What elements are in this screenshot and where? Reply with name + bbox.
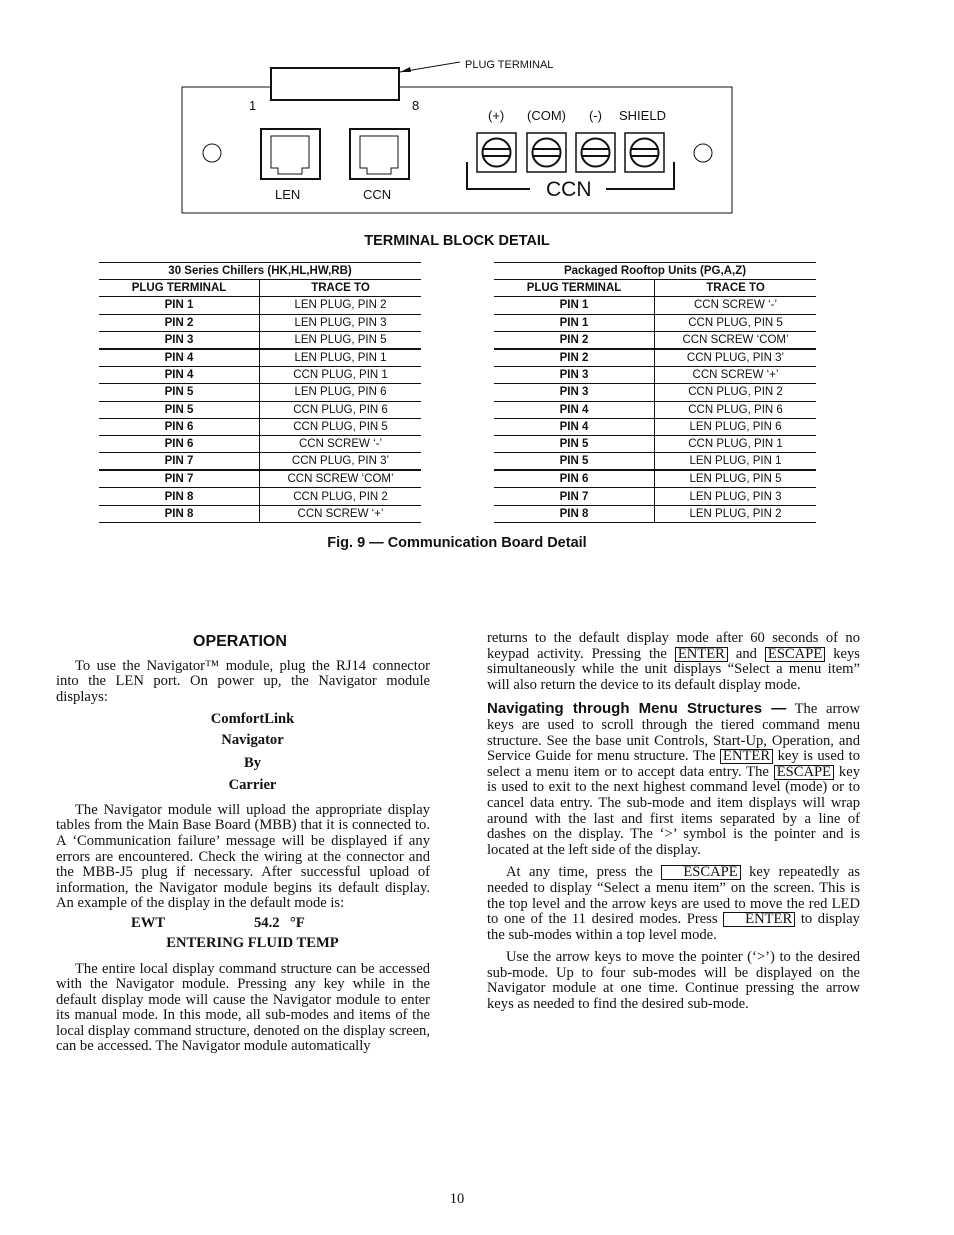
- paragraph: The entire local display command structure can be accessed with the Navigator module. Pressing any key while in the default display mode will cause the Navigator module to enter its manual mode. In this mode, all sub-modes and items of the local display command structure, denoted on the display screen, can be accessed. The Navigator module automatically: [56, 960, 430, 1055]
- plug-terminal-cell: PIN 8: [99, 488, 260, 505]
- paragraph: Navigating through Menu Structures — The arrow keys are used to scroll through the tiered command menu structure. See the base unit Controls, Start-Up, Operation, and Service Guide for menu structure. The ENTER key is used to select a menu item or to accept data entry. The ESCAPE key is used to exit to the next highest command level (mode) or to cancel data entry. The sub-mode and item displays will wrap around with the last and first items separated by a line of dashes on the display. The ‘>’ symbol is the pointer and is located at the left side of the display.: [487, 700, 861, 858]
- trace-to-cell: CCN PLUG, PIN 5: [655, 314, 817, 331]
- plug-terminal-cell: PIN 1: [494, 297, 655, 314]
- enter-key: ENTER: [723, 912, 795, 927]
- nav-heading: Navigating through Menu Structures —: [487, 700, 787, 718]
- table-row: [494, 297, 816, 314]
- trace-to-cell: CCN PLUG, PIN 3’: [655, 349, 817, 367]
- display-line: Carrier: [228, 777, 277, 794]
- right-column: [487, 631, 860, 1020]
- table-row: [494, 367, 816, 384]
- screw-terminals: [477, 133, 664, 172]
- trace-to-cell: LEN PLUG, PIN 5: [260, 331, 422, 349]
- enter-key: ENTER: [720, 749, 773, 764]
- display-code: EWT: [131, 914, 166, 931]
- table-row: [99, 349, 421, 367]
- trace-to-cell: LEN PLUG, PIN 6: [260, 384, 422, 401]
- plug-terminal-cell: PIN 3: [99, 331, 260, 349]
- plug-terminal-cell: PIN 7: [99, 453, 260, 471]
- screw-label-com: (COM): [527, 108, 566, 123]
- table-row: [494, 418, 816, 435]
- plug-terminal-cell: PIN 4: [494, 401, 655, 418]
- display-example-startup: [56, 712, 430, 793]
- plug-terminal-cell: PIN 6: [99, 418, 260, 435]
- plug-terminal-cell: PIN 2: [494, 349, 655, 367]
- trace-to-cell: LEN PLUG, PIN 1: [655, 453, 817, 471]
- terminal-block-heading: TERMINAL BLOCK DETAIL: [364, 233, 550, 249]
- trace-to-cell: LEN PLUG, PIN 6: [655, 418, 817, 435]
- len-label: LEN: [275, 187, 301, 202]
- trace-to-cell: LEN PLUG, PIN 5: [655, 470, 817, 488]
- page-number: 10: [449, 1191, 465, 1207]
- table-row: [99, 367, 421, 384]
- trace-to-cell: LEN PLUG, PIN 2: [655, 505, 817, 522]
- ccn-jack-label: CCN: [363, 187, 392, 202]
- table-row: [99, 505, 421, 522]
- rooftop-pin-table: [494, 262, 816, 523]
- display-example-default: [56, 916, 430, 933]
- plug-terminal-cell: PIN 8: [99, 505, 260, 522]
- trace-to-cell: CCN PLUG, PIN 1: [260, 367, 422, 384]
- trace-to-cell: LEN PLUG, PIN 1: [260, 349, 422, 367]
- paragraph: returns to the default display mode after 60 seconds of no keypad activity. Pressing the ENTER and ESCAPE keys simultaneously while the unit displays “Select a menu item” will also return the device to its default display mode.: [487, 630, 860, 693]
- screw-label-minus: (-): [589, 108, 602, 123]
- table-row: [99, 470, 421, 488]
- plug-terminal-cell: PIN 3: [494, 384, 655, 401]
- trace-to-cell: LEN PLUG, PIN 3: [655, 488, 817, 505]
- pin-1-label: 1: [249, 98, 257, 113]
- table-row: [494, 435, 816, 452]
- plug-terminal-cell: PIN 3: [494, 367, 655, 384]
- table-row: [494, 401, 816, 418]
- plug-terminal-cell: PIN 4: [99, 367, 260, 384]
- display-value: 54.2: [254, 914, 280, 931]
- table-row: [99, 384, 421, 401]
- trace-to-cell: CCN SCREW ‘-’: [260, 435, 422, 452]
- table-row: [494, 384, 816, 401]
- trace-to-cell: LEN PLUG, PIN 3: [260, 314, 422, 331]
- table-row: [494, 349, 816, 367]
- plug-terminal-cell: PIN 2: [494, 331, 655, 349]
- escape-key: ESCAPE: [661, 865, 740, 880]
- escape-key: ESCAPE: [765, 647, 825, 662]
- plug-terminal-cell: PIN 5: [99, 384, 260, 401]
- trace-to-cell: CCN SCREW ‘-’: [655, 297, 817, 314]
- display-line: By: [243, 754, 262, 771]
- table-row: [99, 331, 421, 349]
- paragraph: Use the arrow keys to move the pointer (‘>’) to the desired sub-mode. Up to four sub-modes will be displayed on the Navigator module at one time. Continue pressing the arrow keys as needed to find the desired sub-mode.: [487, 949, 860, 1013]
- table-row: [99, 314, 421, 331]
- table-row: [494, 505, 816, 522]
- enter-key: ENTER: [675, 647, 728, 662]
- display-description: ENTERING FLUID TEMP: [166, 934, 339, 951]
- trace-to-cell: CCN PLUG, PIN 2: [655, 384, 817, 401]
- display-unit: °F: [290, 914, 305, 931]
- plug-terminal-cell: PIN 4: [99, 349, 260, 367]
- plug-terminal-cell: PIN 1: [99, 297, 260, 314]
- plug-terminal-cell: PIN 7: [494, 488, 655, 505]
- plug-terminal-cell: PIN 5: [99, 401, 260, 418]
- table-row: [494, 331, 816, 349]
- display-line: ComfortLink: [210, 711, 295, 728]
- left-column: [56, 634, 430, 1062]
- trace-to-cell: CCN PLUG, PIN 3’: [260, 453, 422, 471]
- plug-terminal-cell: PIN 4: [494, 418, 655, 435]
- figure-caption: Fig. 9 — Communication Board Detail: [327, 535, 587, 551]
- communication-board-diagram: [0, 0, 954, 230]
- plug-terminal-cell: PIN 8: [494, 505, 655, 522]
- column-header: PLUG TERMINAL: [494, 280, 655, 297]
- trace-to-cell: LEN PLUG, PIN 2: [260, 297, 422, 314]
- paragraph: The Navigator module will upload the appropriate display tables from the Main Base Board (MBB) that it is connected to. A ‘Communication failure’ message will be displayed if any errors are encountered. Check the wiring at the connector and the MBB-J5 plug if necessary. After successful upload of information, the Navigator module begins its default display. An example of the display in the default mode is:: [56, 801, 430, 912]
- column-header: PLUG TERMINAL: [99, 280, 260, 297]
- plug-terminal-cell: PIN 5: [494, 453, 655, 471]
- table-title: 30 Series Chillers (HK,HL,HW,RB): [99, 263, 421, 280]
- plug-terminal-cell: PIN 6: [494, 470, 655, 488]
- screw-label-shield: SHIELD: [619, 108, 666, 123]
- table-row: [99, 435, 421, 452]
- trace-to-cell: CCN PLUG, PIN 1: [655, 435, 817, 452]
- table-row: [99, 297, 421, 314]
- table-row: [99, 488, 421, 505]
- table-row: [494, 488, 816, 505]
- trace-to-cell: CCN PLUG, PIN 2: [260, 488, 422, 505]
- column-header: TRACE TO: [260, 280, 422, 297]
- plug-terminal-cell: PIN 6: [99, 435, 260, 452]
- paragraph: To use the Navigator™ module, plug the RJ14 connector into the LEN port. On power up, the Navigator module displays:: [56, 657, 430, 705]
- table-row: [99, 453, 421, 471]
- column-header: TRACE TO: [655, 280, 817, 297]
- escape-key: ESCAPE: [774, 765, 834, 780]
- len-jack-icon: [261, 129, 320, 179]
- screw-label-plus: (+): [488, 108, 505, 123]
- plug-terminal-cell: PIN 7: [99, 470, 260, 488]
- table-row: [494, 453, 816, 471]
- trace-to-cell: CCN SCREW ‘+’: [655, 367, 817, 384]
- plug-terminal-cell: PIN 5: [494, 435, 655, 452]
- chillers-pin-table: [99, 262, 421, 523]
- table-title: Packaged Rooftop Units (PG,A,Z): [494, 263, 816, 280]
- table-row: [99, 418, 421, 435]
- ccn-big-label: CCN: [546, 178, 592, 201]
- plug-terminal-label: PLUG TERMINAL: [465, 59, 554, 71]
- plug-terminal-cell: PIN 2: [99, 314, 260, 331]
- operation-heading: OPERATION: [193, 633, 287, 650]
- table-row: [99, 401, 421, 418]
- trace-to-cell: CCN PLUG, PIN 5: [260, 418, 422, 435]
- ccn-jack-icon: [350, 129, 409, 179]
- pin-8-label: 8: [412, 98, 420, 113]
- trace-to-cell: CCN SCREW ‘COM’: [260, 470, 422, 488]
- plug-terminal-cell: PIN 1: [494, 314, 655, 331]
- paragraph: At any time, press the ESCAPE key repeatedly as needed to display “Select a menu item” on the screen. This is the top level and the arrow keys are used to move the red LED to one of the 11 desired modes. Press ENTER to display the sub-modes within a top level mode.: [487, 864, 860, 943]
- table-row: [494, 470, 816, 488]
- table-row: [494, 314, 816, 331]
- trace-to-cell: CCN PLUG, PIN 6: [655, 401, 817, 418]
- trace-to-cell: CCN PLUG, PIN 6: [260, 401, 422, 418]
- trace-to-cell: CCN SCREW ‘COM’: [655, 331, 817, 349]
- trace-to-cell: CCN SCREW ‘+’: [260, 505, 422, 522]
- display-line: Navigator: [221, 731, 284, 748]
- mounting-hole-left: [203, 144, 221, 162]
- mounting-hole-right: [694, 144, 712, 162]
